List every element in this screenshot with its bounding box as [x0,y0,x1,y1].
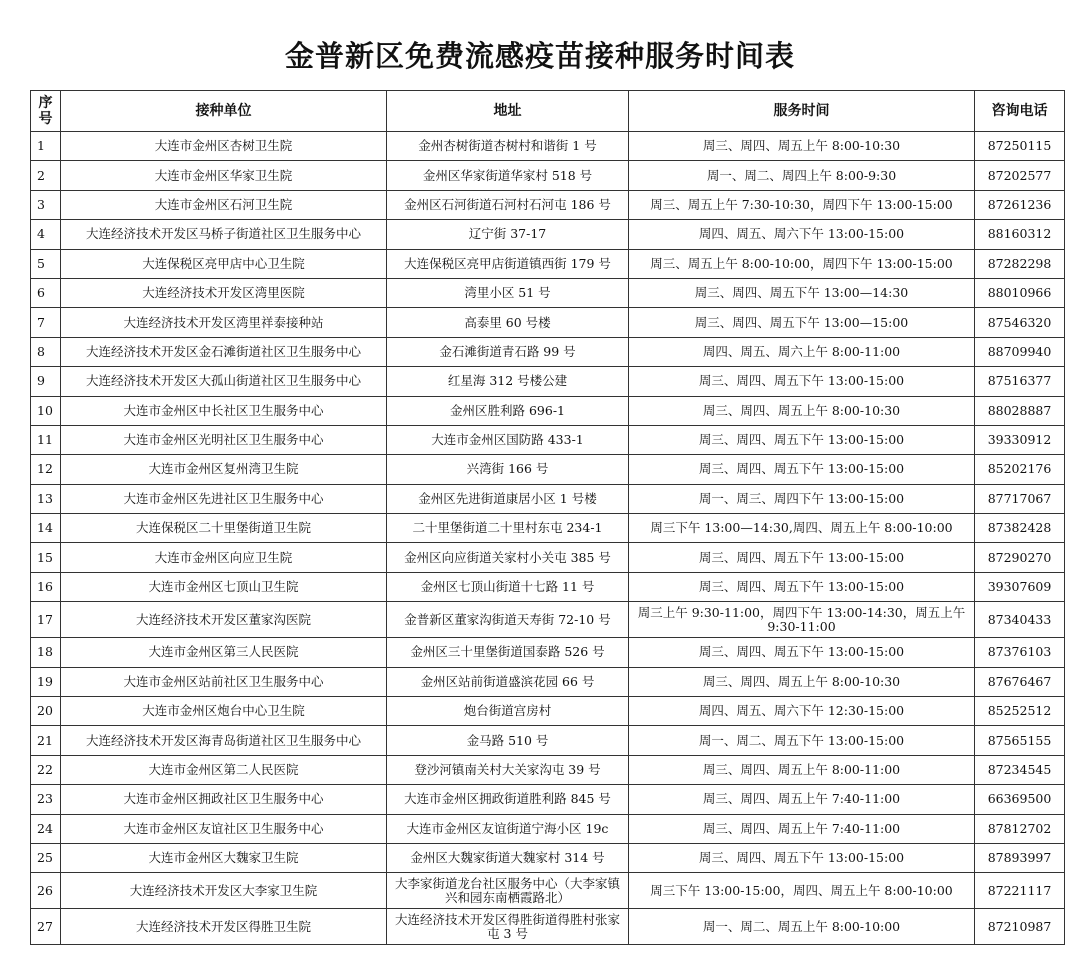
cell-time: 周一、周二、周四上午 8:00-9:30 [629,161,975,190]
table-row [31,425,1065,454]
cell-phone: 87221117 [975,873,1065,909]
cell-seq: 18 [31,638,61,667]
cell-unit: 大连市金州区向应卫生院 [61,543,387,572]
cell-unit: 大连市金州区先进社区卫生服务中心 [61,484,387,513]
header-address: 地址 [387,91,629,132]
cell-time: 周一、周三、周四下午 13:00-15:00 [629,484,975,513]
cell-phone: 87382428 [975,514,1065,543]
cell-seq: 14 [31,514,61,543]
cell-unit: 大连市金州区大魏家卫生院 [61,843,387,872]
cell-seq: 22 [31,755,61,784]
header-unit: 接种单位 [61,91,387,132]
cell-unit: 大连市金州区第三人民医院 [61,638,387,667]
cell-time: 周三、周四、周五下午 13:00—14:30 [629,278,975,307]
cell-address: 金州区七顶山街道十七路 11 号 [387,572,629,601]
table-row [31,249,1065,278]
cell-phone: 87565155 [975,726,1065,755]
table-row [31,220,1065,249]
header-phone: 咨询电话 [975,91,1065,132]
cell-time: 周三、周四、周五下午 13:00-15:00 [629,843,975,872]
cell-address: 金石滩街道青石路 99 号 [387,337,629,366]
cell-phone: 85252512 [975,697,1065,726]
cell-unit: 大连经济技术开发区湾里祥泰接种站 [61,308,387,337]
cell-unit: 大连经济技术开发区海青岛街道社区卫生服务中心 [61,726,387,755]
cell-seq: 7 [31,308,61,337]
table-row [31,543,1065,572]
cell-seq: 5 [31,249,61,278]
cell-unit: 大连保税区二十里堡街道卫生院 [61,514,387,543]
cell-phone: 88010966 [975,278,1065,307]
cell-seq: 4 [31,220,61,249]
table-header-row [31,91,1065,132]
cell-seq: 1 [31,132,61,161]
cell-unit: 大连经济技术开发区董家沟医院 [61,602,387,638]
header-seq: 序号 [31,91,61,132]
table-row [31,484,1065,513]
cell-phone: 88709940 [975,337,1065,366]
cell-address: 大连经济技术开发区得胜街道得胜村张家屯 3 号 [387,909,629,945]
cell-unit: 大连经济技术开发区马桥子街道社区卫生服务中心 [61,220,387,249]
cell-seq: 2 [31,161,61,190]
header-time: 服务时间 [629,91,975,132]
cell-time: 周三上午 9:30-11:00，周四下午 13:00-14:30，周五上午 9:30-11:00 [629,602,975,638]
cell-phone: 39307609 [975,572,1065,601]
cell-unit: 大连市金州区第二人民医院 [61,755,387,784]
table-row [31,602,1065,638]
cell-time: 周四、周五、周六上午 8:00-11:00 [629,337,975,366]
cell-seq: 26 [31,873,61,909]
cell-phone: 87376103 [975,638,1065,667]
cell-phone: 87202577 [975,161,1065,190]
cell-address: 兴湾街 166 号 [387,455,629,484]
table-row [31,726,1065,755]
cell-phone: 87893997 [975,843,1065,872]
cell-address: 登沙河镇南关村大关家沟屯 39 号 [387,755,629,784]
cell-time: 周三、周四、周五下午 13:00-15:00 [629,638,975,667]
cell-phone: 87282298 [975,249,1065,278]
cell-seq: 9 [31,367,61,396]
cell-unit: 大连市金州区中长社区卫生服务中心 [61,396,387,425]
cell-address: 大连保税区亮甲店街道镇西街 179 号 [387,249,629,278]
cell-seq: 21 [31,726,61,755]
cell-phone: 39330912 [975,425,1065,454]
table-row [31,514,1065,543]
cell-address: 大连市金州区拥政街道胜利路 845 号 [387,785,629,814]
cell-seq: 12 [31,455,61,484]
cell-unit: 大连经济技术开发区得胜卫生院 [61,909,387,945]
cell-seq: 23 [31,785,61,814]
cell-time: 周四、周五、周六下午 12:30-15:00 [629,697,975,726]
page-title: 金普新区免费流感疫苗接种服务时间表 [284,39,795,73]
cell-phone: 87676467 [975,667,1065,696]
cell-time: 周三、周四、周五下午 13:00-15:00 [629,367,975,396]
cell-seq: 6 [31,278,61,307]
table-row [31,278,1065,307]
table-row [31,190,1065,219]
cell-address: 金普新区董家沟街道天寿街 72-10 号 [387,602,629,638]
cell-seq: 16 [31,572,61,601]
cell-time: 周三、周四、周五上午 8:00-10:30 [629,667,975,696]
cell-seq: 20 [31,697,61,726]
cell-seq: 8 [31,337,61,366]
cell-time: 周三、周四、周五下午 13:00-15:00 [629,425,975,454]
cell-address: 金州区胜利路 696-1 [387,396,629,425]
cell-unit: 大连市金州区炮台中心卫生院 [61,697,387,726]
cell-unit: 大连市金州区华家卫生院 [61,161,387,190]
table-row [31,667,1065,696]
cell-phone: 87261236 [975,190,1065,219]
cell-unit: 大连市金州区石河卫生院 [61,190,387,219]
cell-phone: 87290270 [975,543,1065,572]
cell-time: 周三、周四、周五下午 13:00-15:00 [629,572,975,601]
cell-seq: 13 [31,484,61,513]
cell-time: 周三、周四、周五上午 7:40-11:00 [629,814,975,843]
cell-unit: 大连市金州区友谊社区卫生服务中心 [61,814,387,843]
cell-time: 周三、周五上午 8:00-10:00，周四下午 13:00-15:00 [629,249,975,278]
cell-seq: 25 [31,843,61,872]
table-row [31,843,1065,872]
cell-address: 金州区三十里堡街道国泰路 526 号 [387,638,629,667]
cell-seq: 24 [31,814,61,843]
cell-seq: 19 [31,667,61,696]
table-row [31,697,1065,726]
cell-time: 周三、周四、周五上午 8:00-10:30 [629,396,975,425]
cell-address: 金州区先进街道康居小区 1 号楼 [387,484,629,513]
cell-unit: 大连市金州区站前社区卫生服务中心 [61,667,387,696]
cell-address: 炮台街道宫房村 [387,697,629,726]
table-row [31,132,1065,161]
cell-unit: 大连经济技术开发区大孤山街道社区卫生服务中心 [61,367,387,396]
cell-time: 周三下午 13:00-15:00，周四、周五上午 8:00-10:00 [629,873,975,909]
cell-address: 金州区大魏家街道大魏家村 314 号 [387,843,629,872]
cell-seq: 17 [31,602,61,638]
cell-phone: 87717067 [975,484,1065,513]
cell-address: 大连市金州区国防路 433-1 [387,425,629,454]
cell-time: 周一、周二、周五上午 8:00-10:00 [629,909,975,945]
table-row [31,367,1065,396]
cell-unit: 大连市金州区拥政社区卫生服务中心 [61,785,387,814]
cell-phone: 87812702 [975,814,1065,843]
cell-address: 金州区华家街道华家村 518 号 [387,161,629,190]
table-row [31,455,1065,484]
cell-time: 周三、周五上午 7:30-10:30，周四下午 13:00-15:00 [629,190,975,219]
cell-phone: 88028887 [975,396,1065,425]
table-row [31,873,1065,909]
table-row [31,814,1065,843]
cell-phone: 87210987 [975,909,1065,945]
table-row [31,161,1065,190]
cell-address: 湾里小区 51 号 [387,278,629,307]
cell-time: 周四、周五、周六下午 13:00-15:00 [629,220,975,249]
table-row [31,755,1065,784]
cell-phone: 87340433 [975,602,1065,638]
cell-time: 周一、周二、周五下午 13:00-15:00 [629,726,975,755]
table-row [31,572,1065,601]
cell-time: 周三、周四、周五下午 13:00-15:00 [629,455,975,484]
cell-time: 周三、周四、周五上午 8:00-10:30 [629,132,975,161]
cell-unit: 大连经济技术开发区大李家卫生院 [61,873,387,909]
table-row [31,785,1065,814]
table-body [31,132,1065,945]
table-row [31,909,1065,945]
cell-phone: 87516377 [975,367,1065,396]
cell-address: 金州区石河街道石河村石河屯 186 号 [387,190,629,219]
cell-seq: 3 [31,190,61,219]
cell-seq: 11 [31,425,61,454]
table-row [31,396,1065,425]
cell-phone: 88160312 [975,220,1065,249]
cell-unit: 大连经济技术开发区金石滩街道社区卫生服务中心 [61,337,387,366]
cell-unit: 大连市金州区杏树卫生院 [61,132,387,161]
cell-time: 周三、周四、周五上午 7:40-11:00 [629,785,975,814]
cell-seq: 10 [31,396,61,425]
cell-address: 金马路 510 号 [387,726,629,755]
cell-unit: 大连市金州区光明社区卫生服务中心 [61,425,387,454]
cell-address: 大连市金州区友谊街道宁海小区 19c [387,814,629,843]
cell-address: 二十里堡街道二十里村东屯 234-1 [387,514,629,543]
cell-address: 金州区站前街道盛滨花园 66 号 [387,667,629,696]
cell-address: 红星海 312 号楼公建 [387,367,629,396]
table-row [31,308,1065,337]
cell-seq: 27 [31,909,61,945]
cell-address: 金州杏树街道杏树村和谐街 1 号 [387,132,629,161]
cell-phone: 66369500 [975,785,1065,814]
cell-unit: 大连经济技术开发区湾里医院 [61,278,387,307]
cell-unit: 大连市金州区复州湾卫生院 [61,455,387,484]
cell-phone: 87234545 [975,755,1065,784]
cell-address: 高泰里 60 号楼 [387,308,629,337]
cell-unit: 大连保税区亮甲店中心卫生院 [61,249,387,278]
cell-time: 周三、周四、周五上午 8:00-11:00 [629,755,975,784]
cell-phone: 87546320 [975,308,1065,337]
cell-phone: 87250115 [975,132,1065,161]
table-row [31,638,1065,667]
cell-address: 辽宁街 37-17 [387,220,629,249]
cell-time: 周三、周四、周五下午 13:00-15:00 [629,543,975,572]
cell-address: 金州区向应街道关家村小关屯 385 号 [387,543,629,572]
cell-time: 周三下午 13:00—14:30,周四、周五上午 8:00-10:00 [629,514,975,543]
table-row [31,337,1065,366]
cell-time: 周三、周四、周五下午 13:00—15:00 [629,308,975,337]
vaccination-schedule-table [30,90,1065,945]
cell-seq: 15 [31,543,61,572]
cell-address: 大李家街道龙台社区服务中心（大李家镇兴和园东南栖霞路北） [387,873,629,909]
cell-phone: 85202176 [975,455,1065,484]
cell-unit: 大连市金州区七顶山卫生院 [61,572,387,601]
